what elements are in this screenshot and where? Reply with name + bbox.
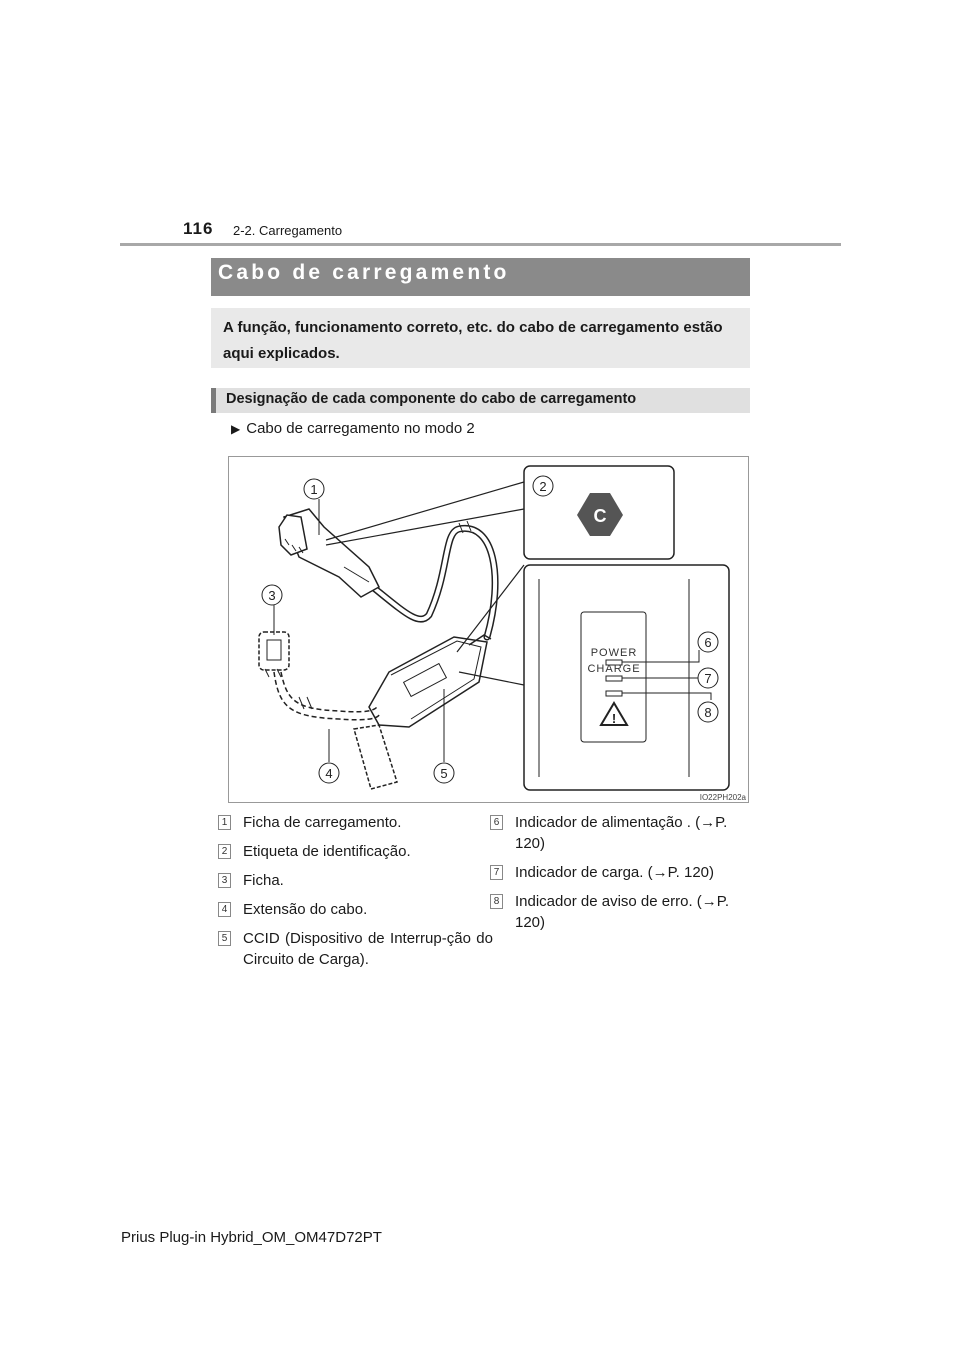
- svg-text:6: 6: [704, 635, 712, 650]
- legend-text: Extensão do cabo.: [243, 901, 368, 918]
- legend-text: Indicador de aviso de erro. (→P. 120): [515, 893, 730, 931]
- intro-box: A função, funcionamento correto, etc. do cabo de carregamento estão aqui explicados.: [211, 308, 750, 368]
- svg-text:3: 3: [268, 588, 276, 603]
- section-title: Cabo de carregamento: [211, 258, 750, 296]
- cable-tag: [354, 725, 397, 789]
- legend-number: 5: [218, 931, 231, 946]
- plug: [259, 632, 289, 677]
- section-reference: 2-2. Carregamento: [233, 223, 343, 238]
- label-tag-letter: C: [593, 506, 607, 526]
- callout-2: [533, 476, 553, 496]
- svg-text:4: 4: [325, 766, 333, 781]
- legend-item: [218, 841, 478, 862]
- legend-text: Ficha.: [243, 872, 284, 889]
- legend-item: [218, 899, 478, 920]
- callout-8: [698, 702, 718, 722]
- legend-text: Indicador de alimentação . (→P. 120): [515, 814, 728, 852]
- panel-power-label: POWER: [590, 647, 638, 659]
- main-cable: [369, 528, 495, 637]
- legend-right: [490, 812, 750, 941]
- legend-item: [490, 891, 735, 933]
- legend-left: [218, 812, 493, 978]
- bullet-line: [231, 420, 475, 437]
- legend-item: [490, 812, 735, 854]
- svg-text:8: 8: [704, 705, 712, 720]
- error-indicator: [606, 691, 622, 696]
- svg-text:2: 2: [539, 479, 547, 494]
- subheading: Designação de cada componente do cabo de carregamento: [211, 388, 750, 413]
- ccid-box: [369, 635, 491, 727]
- legend-text: CCID (Dispositivo de Interrup-ção do Circuito de Carga).: [243, 930, 493, 968]
- cable-figure: [228, 456, 749, 803]
- legend-number: 8: [490, 894, 503, 909]
- legend-item: [490, 862, 750, 883]
- header-rule: [120, 243, 841, 246]
- callout-5: [434, 763, 454, 783]
- page-number: 116: [183, 219, 214, 238]
- charging-connector: [279, 509, 379, 597]
- legend-number: 3: [218, 873, 231, 888]
- callout-6: [698, 632, 718, 652]
- charge-indicator: [606, 676, 622, 681]
- callout-4: [319, 763, 339, 783]
- figure-code: IO22PH202a: [699, 793, 746, 802]
- legend-item: [218, 870, 478, 891]
- legend-number: 7: [490, 865, 503, 880]
- legend-number: 1: [218, 815, 231, 830]
- legend-number: 2: [218, 844, 231, 859]
- legend-text: Indicador de carga. (→P. 120): [515, 864, 715, 881]
- legend-number: 6: [490, 815, 503, 830]
- panel-charge-label: CHARGE: [587, 663, 641, 675]
- callout-1: [304, 479, 324, 499]
- legend-number: 4: [218, 902, 231, 917]
- legend-text: Ficha de carregamento.: [243, 814, 402, 831]
- callout-7: [698, 668, 718, 688]
- svg-text:7: 7: [704, 671, 712, 686]
- svg-text:5: 5: [440, 766, 448, 781]
- bullet-text: Cabo de carregamento no modo 2: [246, 420, 475, 437]
- svg-text:1: 1: [310, 482, 318, 497]
- legend-text: Etiqueta de identificação.: [243, 843, 411, 860]
- legend-item: [218, 928, 493, 970]
- legend-item: [218, 812, 478, 833]
- triangle-right-icon: ▶: [231, 422, 241, 436]
- page-footer: Prius Plug-in Hybrid_OM_OM47D72PT: [121, 1229, 382, 1246]
- warning-symbol: !: [611, 711, 617, 726]
- callout-3: [262, 585, 282, 605]
